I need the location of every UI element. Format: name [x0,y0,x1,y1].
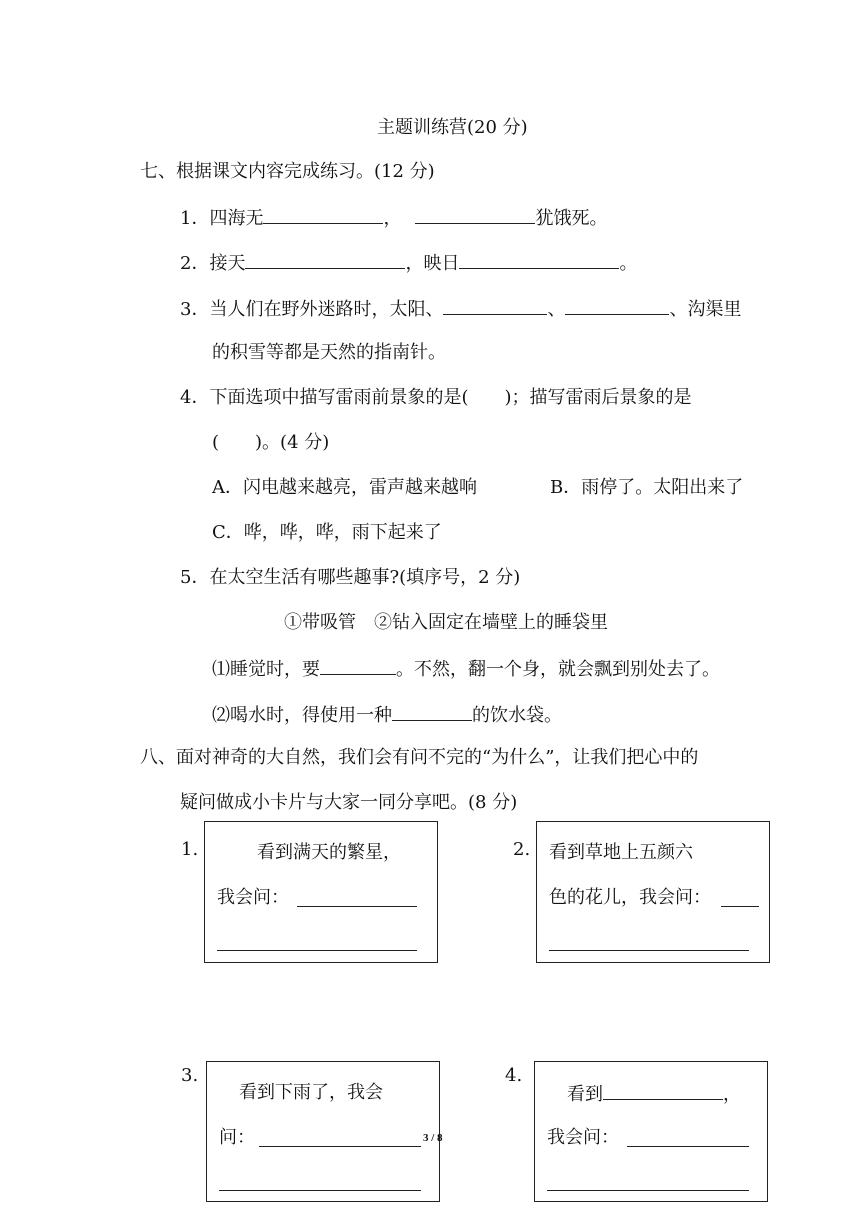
card-1-line1: 看到满天的繁星， [257,842,401,863]
answer-blank[interactable] [415,205,535,224]
card-number-3: 3. [181,1065,199,1086]
card-number-2: 2. [513,839,531,860]
q7-item2 [180,250,637,276]
answer-blank[interactable] [297,906,417,907]
q7-heading: 七、根据课文内容完成练习。(12 分) [140,161,435,182]
card-4-line1-end: ， [723,1084,741,1105]
card-4-line1 [567,1081,741,1107]
answer-blank[interactable] [549,950,749,951]
q8-heading-line2: 疑问做成小卡片与大家一同分享吧。(8 分) [180,792,518,813]
card-number-4: 4. [505,1065,523,1086]
card-2-line2: 色的花儿，我会问： [549,887,711,908]
answer-blank[interactable] [443,296,547,315]
q7-item5-sub1 [212,656,720,682]
card-2-line1: 看到草地上五颜六 [549,842,693,863]
q7-item5-sub2 [212,702,562,728]
answer-blank[interactable] [320,656,396,675]
q7-item2-prefix: 2．接天 [180,253,246,274]
card-3-line1: 看到下雨了，我会 [239,1082,383,1103]
q7-item3-suffix: 、沟渠里 [669,299,742,320]
q7-item5-heading: 5．在太空生活有哪些趣事?(填序号，2 分) [180,567,521,588]
q7-item2-mid: ，映日 [405,253,460,274]
q7-item1-comma: ， [383,208,402,229]
q7-item5-sub2-prefix: ⑵喝水时，得使用一种 [212,705,392,726]
q7-item3-sep: 、 [547,299,566,320]
answer-blank[interactable] [245,250,405,269]
answer-blank[interactable] [547,1190,749,1191]
q7-item4-line1: 4．下面选项中描写雷雨前景象的是( )；描写雷雨后景象的是 [180,387,692,408]
q7-item4-line2: ( )。(4 分) [212,432,330,453]
q7-item3-line1 [180,296,741,322]
q7-item3-line2: 的积雪等都是天然的指南针。 [212,342,446,363]
q7-item5-sub2-suffix: 的饮水袋。 [472,705,562,726]
q7-option-b: B．雨停了。太阳出来了 [550,477,744,498]
question-card-1 [204,821,438,963]
answer-blank[interactable] [263,205,383,224]
card-1-line2: 我会问： [217,887,289,908]
q7-item1-suffix: 犹饿死。 [535,208,608,229]
question-card-3 [206,1061,440,1202]
answer-blank[interactable] [565,296,669,315]
q7-item3-prefix: 3．当人们在野外迷路时，太阳、 [180,299,444,320]
card-4-line2: 我会问： [547,1127,619,1148]
page-title: 主题训练营(20 分) [377,117,528,138]
q7-option-a: A．闪电越来越亮，雷声越来越响 [212,477,477,498]
card-number-1: 1. [181,839,199,860]
answer-blank[interactable] [721,906,759,907]
q7-item1-prefix: 1．四海无 [180,208,264,229]
card-3-line2: 问： [219,1127,255,1148]
q7-item5-sub1-suffix: 。不然，翻一个身，就会飘到别处去了。 [396,659,720,680]
page-number: 3 / 8 [423,1132,443,1144]
answer-blank[interactable] [459,250,619,269]
q7-item2-suffix: 。 [619,253,638,274]
answer-blank[interactable] [603,1081,723,1100]
answer-blank[interactable] [217,950,417,951]
card-4-line1-start: 看到 [567,1084,603,1105]
q7-item1 [180,205,607,231]
answer-blank[interactable] [259,1146,421,1147]
q7-option-c: C．哗，哗，哗，雨下起来了 [212,522,442,543]
q7-item5-choices: ①带吸管 ②钻入固定在墙壁上的睡袋里 [284,612,608,633]
q7-item5-sub1-prefix: ⑴睡觉时，要 [212,659,320,680]
answer-blank[interactable] [627,1146,749,1147]
answer-blank[interactable] [392,702,472,721]
answer-blank[interactable] [219,1190,421,1191]
question-card-2 [536,821,770,963]
question-card-4 [534,1061,768,1202]
q8-heading-line1: 八、面对神奇的大自然，我们会有问不完的“为什么”，让我们把心中的 [140,747,699,768]
